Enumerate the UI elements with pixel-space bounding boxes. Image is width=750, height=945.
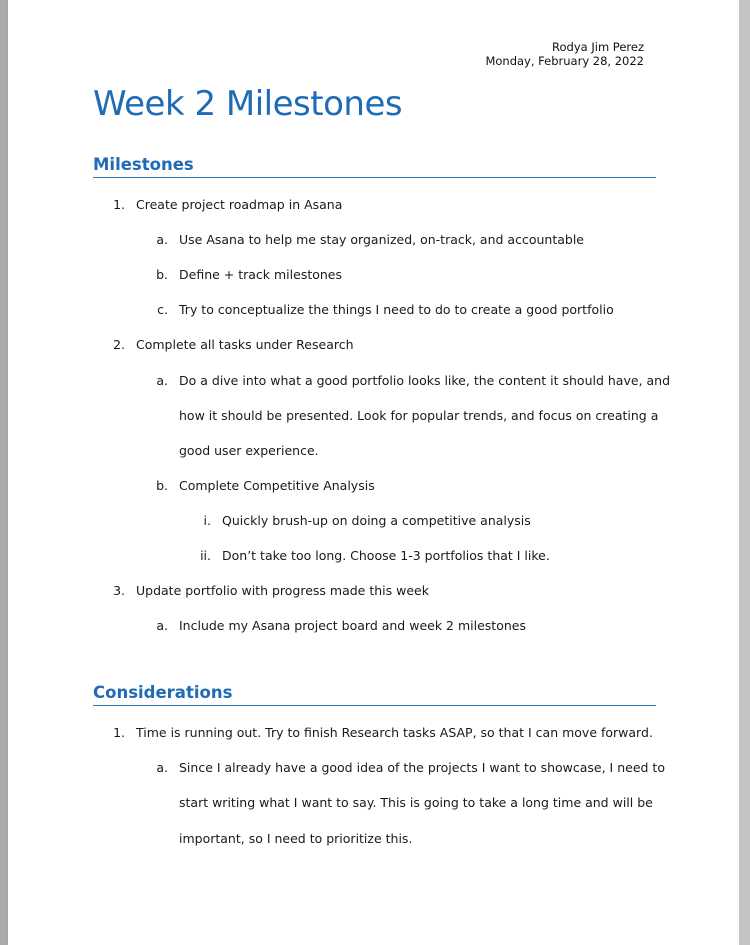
page-title: Week 2 Milestones (93, 84, 403, 124)
list-marker: ii. (200, 548, 211, 563)
section-heading-considerations: Considerations (93, 683, 656, 706)
section-heading-milestones: Milestones (93, 155, 656, 178)
list-marker: a. (156, 618, 168, 634)
list-item-text: Since I already have a good idea of the projects I want to showcase, I need to (179, 760, 665, 776)
document-page (8, 0, 739, 945)
list-item-text: Time is running out. Try to finish Research tasks ASAP, so that I can move forward. (136, 725, 653, 740)
list-item-text: Create project roadmap in Asana (136, 197, 343, 212)
list-marker: i. (203, 512, 211, 528)
list-item-text: Don’t take too long. Choose 1-3 portfolios that I like. (222, 548, 550, 563)
list-marker: a. (156, 232, 168, 248)
list-item-text: Use Asana to help me stay organized, on-track, and accountable (179, 232, 584, 248)
list-marker: a. (156, 760, 168, 776)
list-item-text: Complete Competitive Analysis (179, 477, 375, 493)
list-item-text: Quickly brush-up on doing a competitive analysis (222, 512, 531, 528)
list-marker: 2. (113, 337, 125, 353)
list-item-text: Do a dive into what a good portfolio looks like, the content it should have, and (179, 372, 671, 388)
list-marker: b. (156, 267, 168, 283)
list-item-text: start writing what I want to say. This is going to take a long time and will be (179, 795, 653, 811)
list-item-text: Define + track milestones (179, 267, 343, 283)
list-item-text: Include my Asana project board and week 2 milestones (179, 618, 526, 634)
document-date: Monday, February 28, 2022 (485, 54, 644, 68)
list-item-text: Complete all tasks under Research (136, 337, 354, 353)
list-marker: c. (157, 302, 168, 318)
list-marker: 1. (113, 725, 125, 740)
document-header (485, 40, 644, 68)
list-marker: b. (156, 477, 168, 493)
list-item-text: good user experience. (179, 442, 319, 458)
list-item-text: Try to conceptualize the things I need to do to create a good portfolio (179, 302, 614, 318)
author-name: Rodya Jim Perez (552, 40, 644, 54)
list-marker: a. (156, 372, 168, 388)
list-item-text: Update portfolio with progress made this week (136, 583, 429, 599)
list-item-text: important, so I need to prioritize this. (179, 830, 413, 846)
window-scrollbar-gutter (739, 0, 750, 945)
list-marker: 1. (113, 197, 125, 212)
list-item-text: how it should be presented. Look for popular trends, and focus on creating a (179, 407, 659, 423)
list-marker: 3. (113, 583, 125, 599)
